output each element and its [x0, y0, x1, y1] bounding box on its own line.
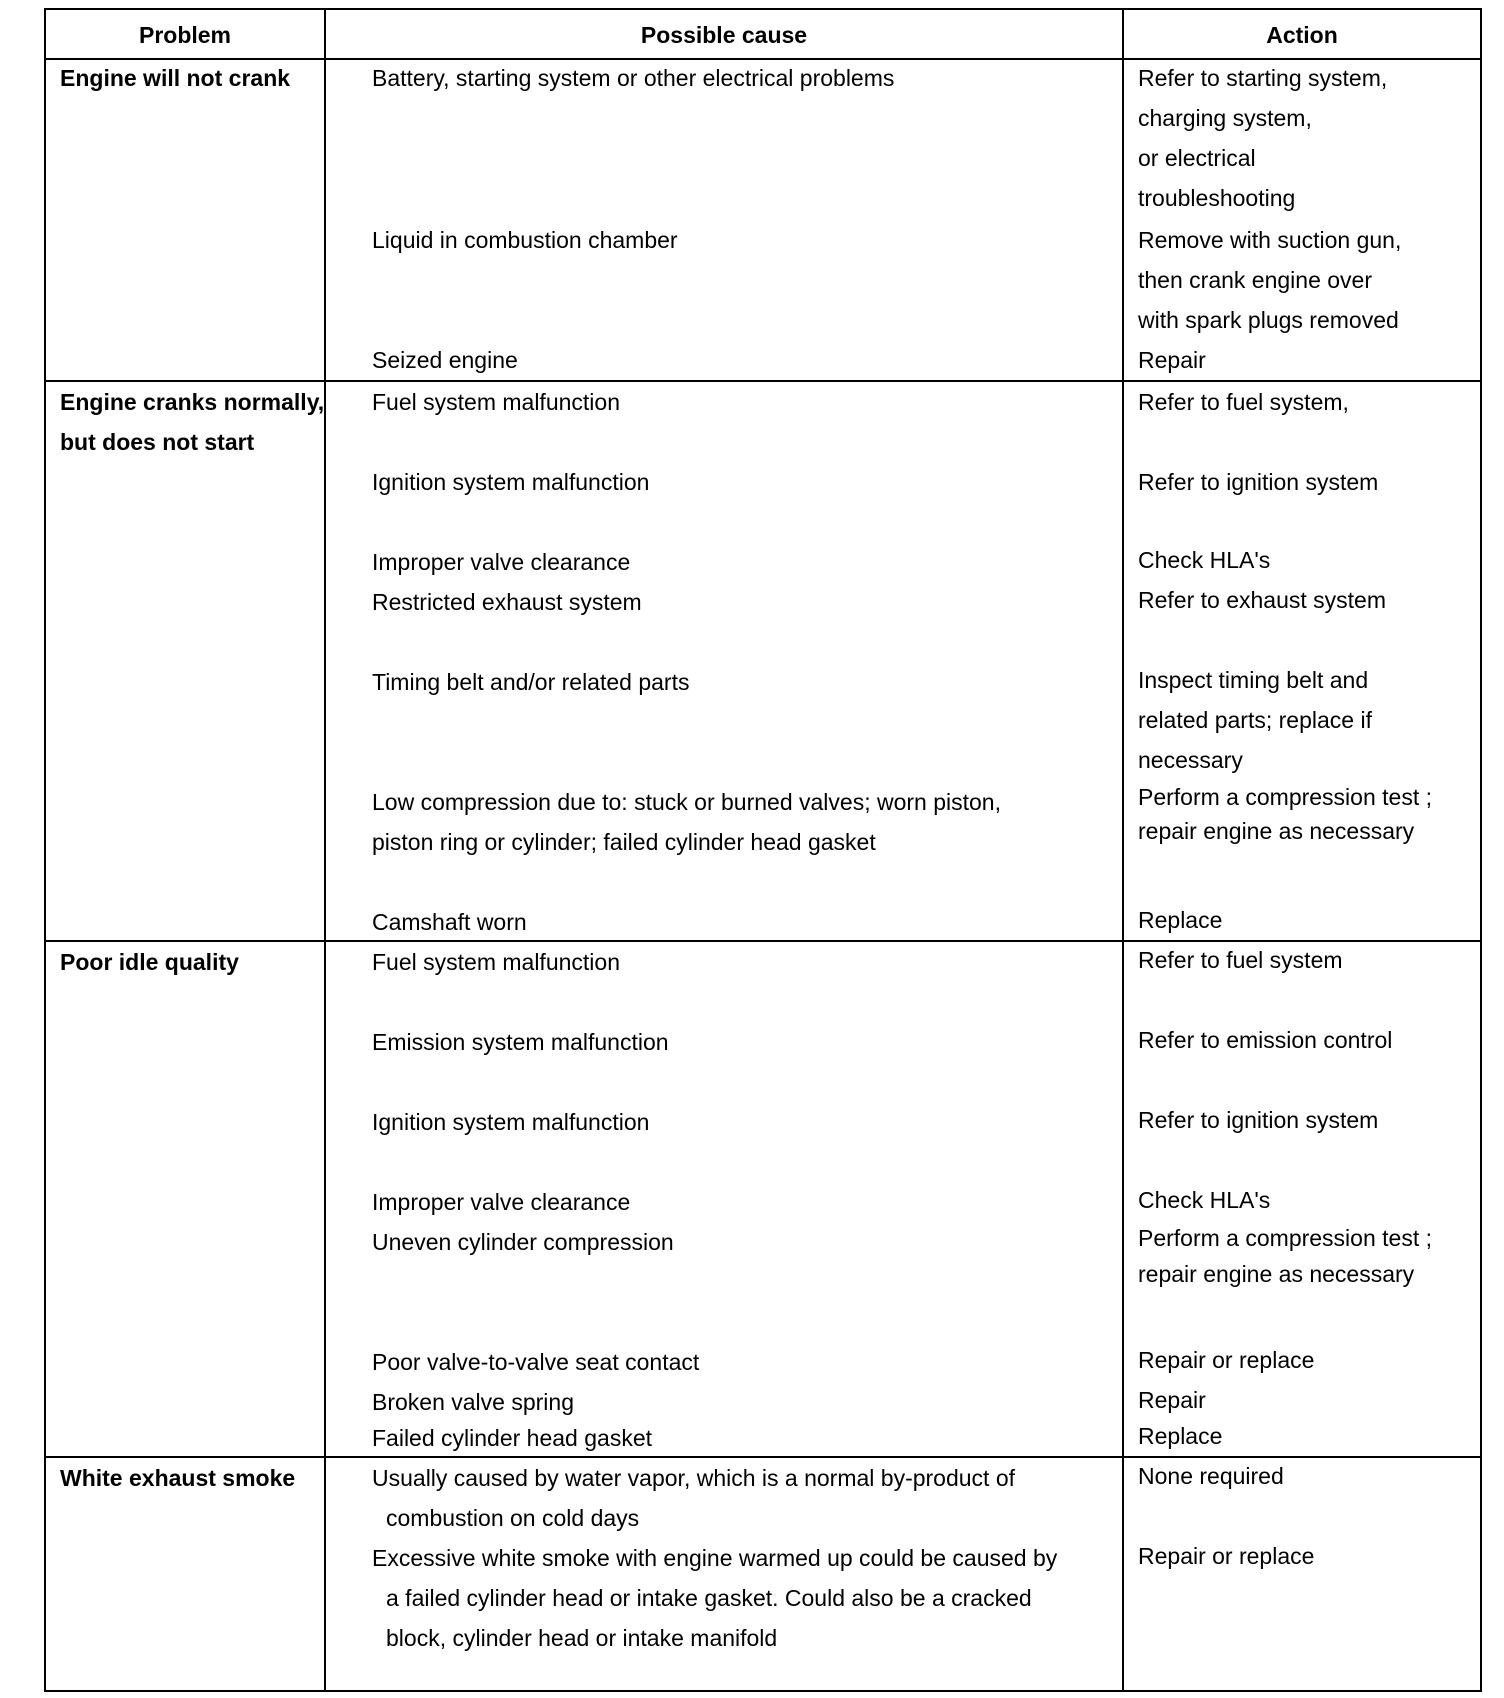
cause-entry — [372, 1382, 1147, 1422]
action-text: Refer to emission control — [1138, 1027, 1393, 1053]
cause-text: Fuel system malfunction — [372, 949, 620, 975]
action-text: Refer to ignition system — [1138, 1107, 1379, 1133]
cause-entry — [372, 1418, 1147, 1458]
cause-entry — [372, 542, 1147, 582]
cause-entry — [372, 1458, 1147, 1538]
action-text: related parts; replace if — [1138, 707, 1372, 733]
cause-text: Fuel system malfunction — [372, 389, 620, 415]
action-entry — [1138, 1180, 1478, 1220]
cause-entry — [372, 1022, 1147, 1062]
cause-entry — [372, 462, 1147, 502]
cause-text: Improper valve clearance — [372, 549, 631, 575]
action-entry — [1138, 220, 1478, 340]
cause-text: Ignition system malfunction — [372, 469, 650, 495]
action-text: charging system, — [1138, 105, 1312, 131]
cause-text: Uneven cylinder compression — [372, 1229, 674, 1255]
cause-text: Poor valve-to-valve seat contact — [372, 1349, 700, 1375]
problem-cell — [60, 58, 370, 98]
action-text: Repair — [1138, 1387, 1206, 1413]
action-entry — [1138, 1340, 1478, 1380]
cause-text: block, cylinder head or intake manifold — [386, 1625, 778, 1651]
action-entry — [1138, 660, 1478, 780]
cause-entry — [372, 1182, 1147, 1222]
cause-entry — [372, 220, 1147, 260]
action-text: Check HLA's — [1138, 1187, 1271, 1213]
action-text: troubleshooting — [1138, 185, 1296, 211]
action-entry — [1138, 580, 1478, 620]
cause-text: Emission system malfunction — [372, 1029, 669, 1055]
action-entry — [1138, 462, 1478, 502]
cause-text: Seized engine — [372, 347, 518, 373]
cause-entry — [372, 340, 1147, 380]
action-text: Perform a compression test ; — [1138, 1225, 1432, 1251]
cause-text: Excessive white smoke with engine warmed up could be caused by — [372, 1545, 1058, 1571]
problem-cell — [60, 382, 370, 462]
problem-text: White exhaust smoke — [60, 1465, 296, 1491]
cause-text: Failed cylinder head gasket — [372, 1425, 652, 1451]
action-entry — [1138, 340, 1478, 380]
action-text: Perform a compression test ; — [1138, 784, 1432, 810]
problem-cell — [60, 1458, 370, 1498]
action-entry — [1138, 780, 1478, 848]
cause-text: Restricted exhaust system — [372, 589, 642, 615]
action-text: Repair — [1138, 347, 1206, 373]
cause-entry — [372, 1222, 1147, 1262]
cause-text: combustion on cold days — [386, 1505, 640, 1531]
action-text: or electrical — [1138, 145, 1256, 171]
action-entry — [1138, 1536, 1478, 1576]
action-text: Refer to ignition system — [1138, 469, 1379, 495]
problem-cell — [60, 942, 370, 982]
action-text: Replace — [1138, 1423, 1223, 1449]
cause-text: Ignition system malfunction — [372, 1109, 650, 1135]
cause-entry — [372, 1342, 1147, 1382]
cause-text: Battery, starting system or other electrical problems — [372, 65, 895, 91]
action-text: Replace — [1138, 907, 1223, 933]
problem-text: Poor idle quality — [60, 949, 239, 975]
cause-text: Broken valve spring — [372, 1389, 574, 1415]
problem-text: Engine will not crank — [60, 65, 291, 91]
action-text: Refer to starting system, — [1138, 65, 1388, 91]
problem-text: Engine cranks normally, — [60, 389, 325, 415]
cause-entry — [372, 1102, 1147, 1142]
action-text: Repair or replace — [1138, 1543, 1315, 1569]
cause-text: Improper valve clearance — [372, 1189, 631, 1215]
cause-entry — [372, 58, 1147, 98]
problem-text: but does not start — [60, 429, 255, 455]
cause-entry — [372, 582, 1147, 622]
cause-entry — [372, 662, 1147, 702]
action-text: Refer to fuel system — [1138, 947, 1343, 973]
action-text: Refer to fuel system, — [1138, 389, 1349, 415]
action-entry — [1138, 58, 1478, 218]
action-text: necessary — [1138, 747, 1243, 773]
cause-text: Low compression due to: stuck or burned valves; worn piston, — [372, 789, 1001, 815]
cause-entry — [372, 942, 1147, 982]
cause-entry — [372, 1538, 1147, 1658]
action-entry — [1138, 540, 1478, 580]
action-text: with spark plugs removed — [1138, 307, 1399, 333]
cause-entry — [372, 382, 1147, 422]
cause-entry — [372, 902, 1147, 942]
cause-text: a failed cylinder head or intake gasket. Could also be a cracked — [386, 1585, 1032, 1611]
action-entry — [1138, 1380, 1478, 1420]
action-text: then crank engine over — [1138, 267, 1372, 293]
troubleshooting-table — [44, 8, 1482, 1692]
header-cause: Possible cause — [640, 21, 808, 48]
header-problem: Problem — [138, 21, 232, 48]
action-entry — [1138, 382, 1478, 422]
action-entry — [1138, 1100, 1478, 1140]
action-entry — [1138, 1416, 1478, 1456]
cause-text: Camshaft worn — [372, 909, 527, 935]
action-entry — [1138, 1456, 1478, 1496]
action-text: Remove with suction gun, — [1138, 227, 1402, 253]
cause-entry — [372, 782, 1147, 862]
cause-text: Timing belt and/or related parts — [372, 669, 690, 695]
cause-text: piston ring or cylinder; failed cylinder head gasket — [372, 829, 876, 855]
action-text: Repair or replace — [1138, 1347, 1315, 1373]
cause-text: Usually caused by water vapor, which is a normal by-product of — [372, 1465, 1016, 1491]
action-entry — [1138, 900, 1478, 940]
action-text: Check HLA's — [1138, 547, 1271, 573]
action-entry — [1138, 1020, 1478, 1060]
action-text: repair engine as necessary — [1138, 1261, 1415, 1287]
action-entry — [1138, 940, 1478, 980]
action-text: Refer to exhaust system — [1138, 587, 1386, 613]
column-divider-1 — [324, 10, 326, 1690]
action-text: repair engine as necessary — [1138, 818, 1415, 844]
action-text: Inspect timing belt and — [1138, 667, 1369, 693]
header-action: Action — [1266, 21, 1338, 48]
action-entry — [1138, 1220, 1478, 1292]
cause-text: Liquid in combustion chamber — [372, 227, 678, 253]
action-text: None required — [1138, 1463, 1284, 1489]
